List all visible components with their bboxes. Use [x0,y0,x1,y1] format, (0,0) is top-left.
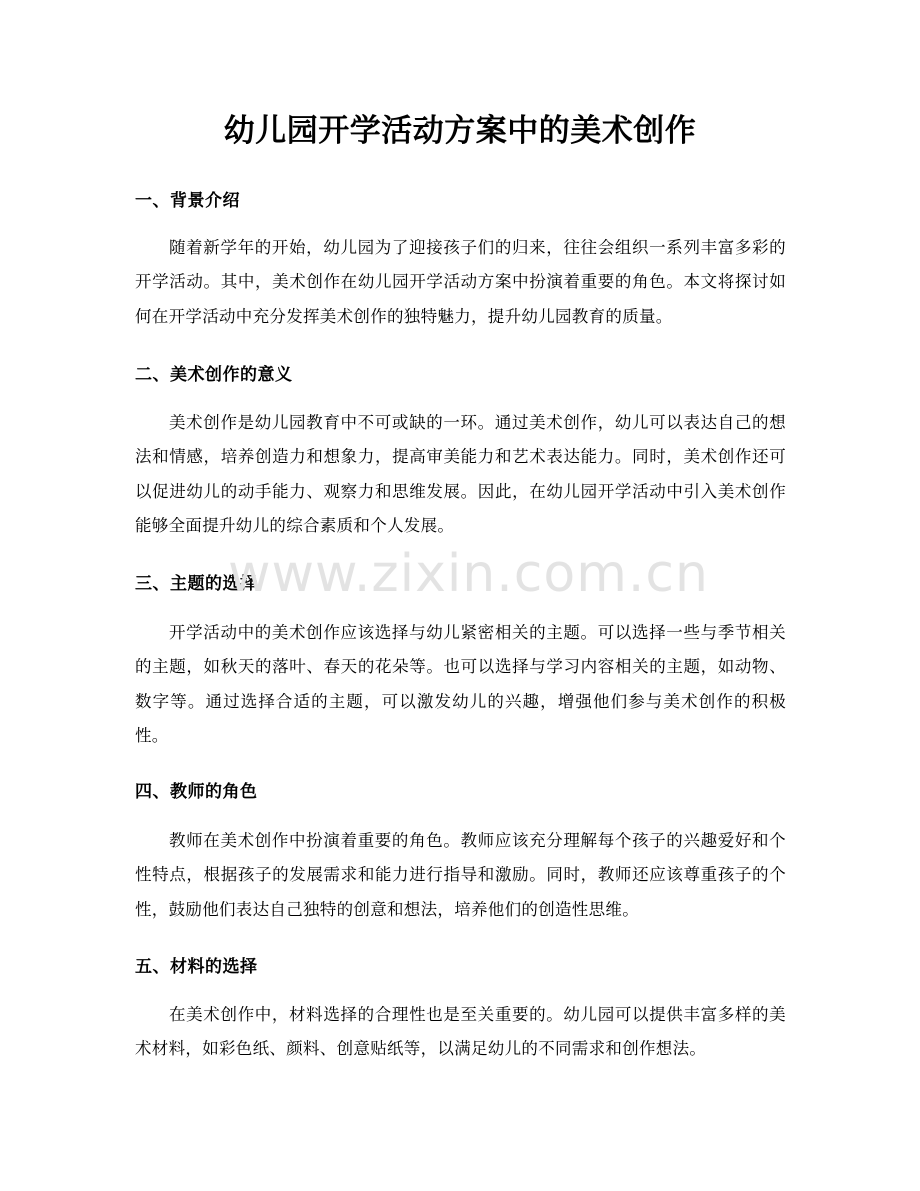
section-heading-teacher: 四、教师的角色 [135,782,258,802]
section-paragraph-significance: 美术创作是幼儿园教育中不可或缺的一环。通过美术创作，幼儿可以表达自己的想法和情感，培养创造力和想象力，提高审美能力和艺术表达能力。同时，美术创作还可以促进幼儿的动手能力、观察力和思维发展。因此，在幼儿园开学活动中引入美术创作能够全面提升幼儿的综合素质和个人发展。 [135,413,786,536]
section-heading-significance: 二、美术创作的意义 [135,365,293,385]
section-paragraph-teacher: 教师在美术创作中扮演着重要的角色。教师应该充分理解每个孩子的兴趣爱好和个性特点，根据孩子的发展需求和能力进行指导和激励。同时，教师还应该尊重孩子的个性，鼓励他们表达自己独特的创意和想法，培养他们的创造性思维。 [135,831,786,919]
section-paragraph-background: 随着新学年的开始，幼儿园为了迎接孩子们的归来，往往会组织一系列丰富多彩的开学活动。其中，美术创作在幼儿园开学活动方案中扮演着重要的角色。本文将探讨如何在开学活动中充分发挥美术创作的独特魅力，提升幼儿园教育的质量。 [135,238,786,326]
section-paragraph-theme: 开学活动中的美术创作应该选择与幼儿紧密相关的主题。可以选择一些与季节相关的主题，如秋天的落叶、春天的花朵等。也可以选择与学习内容相关的主题，如动物、数字等。通过选择合适的主题，可以激发幼儿的兴趣，增强他们参与美术创作的积极性。 [135,623,786,746]
section-paragraph-materials: 在美术创作中，材料选择的合理性也是至关重要的。幼儿园可以提供丰富多样的美术材料，如彩色纸、颜料、创意贴纸等，以满足幼儿的不同需求和创作想法。 [135,1005,786,1059]
section-heading-background: 一、背景介绍 [135,191,240,211]
watermark: www.zixin.com.cn [228,544,709,604]
document-title: 幼儿园开学活动方案中的美术创作 [223,113,697,149]
section-heading-materials: 五、材料的选择 [135,957,258,977]
section-heading-theme: 三、主题的选择 [135,574,258,594]
